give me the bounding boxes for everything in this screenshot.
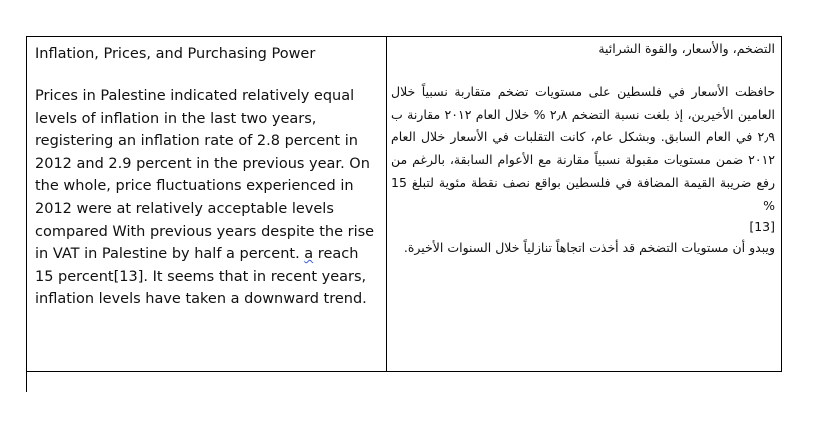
arabic-paragraph-2: ويبدو أن مستويات التضخم قد أخذت اتجاهاً تنازلياً خلال السنوات الأخيرة. <box>403 240 775 256</box>
arabic-reference <box>391 217 775 237</box>
english-paragraph-part2: reach 15 percent[13]. It seems that in recent years, inflation levels have taken a downward trend. <box>35 246 367 308</box>
english-cell[interactable] <box>27 37 387 371</box>
arabic-cell[interactable] <box>387 37 781 371</box>
english-paragraph-part1: Prices in Palestine indicated relatively equal levels of inflation in the last two years, registering an inflation rate of 2.8 percent in 2012 and 2.9 percent in the previous year. On the whole, price fluctuations experienced in 2012 were at relatively acceptable levels compared With previous years despite the rise in VAT in Palestine by half a percent. <box>35 88 375 263</box>
bilingual-table <box>26 36 782 372</box>
spellcheck-flagged-word[interactable]: a <box>304 246 314 263</box>
text-cursor <box>26 372 27 392</box>
arabic-reference-text: [13] <box>749 219 775 235</box>
english-title: Inflation, Prices, and Purchasing Power <box>35 46 316 62</box>
arabic-title: التضخم، والأسعار، والقوة الشرائية <box>598 41 775 56</box>
english-paragraph <box>35 85 378 311</box>
arabic-paragraph-1: حافظت الأسعار في فلسطين على مستويات تضخم متقاربة نسبياً خلال العامين الأخيرين، إذ بلغت نسبة التضخم ٢٫٨ % خلال العام ٢٠١٢ مقارنة ب ٢٫٩ في العام السابق. وبشكل عام، كانت التقلبات في الأسعار خلال العام ٢٠١٢ ضمن مستويات مقبولة نسبياً مقارنة مع الأعوام السابقة، بالرغم من رفع ضريبة القيمة المضافة في فلسطين بواقع نصف نقطة مئوية لتبلغ 15 % <box>391 84 775 213</box>
